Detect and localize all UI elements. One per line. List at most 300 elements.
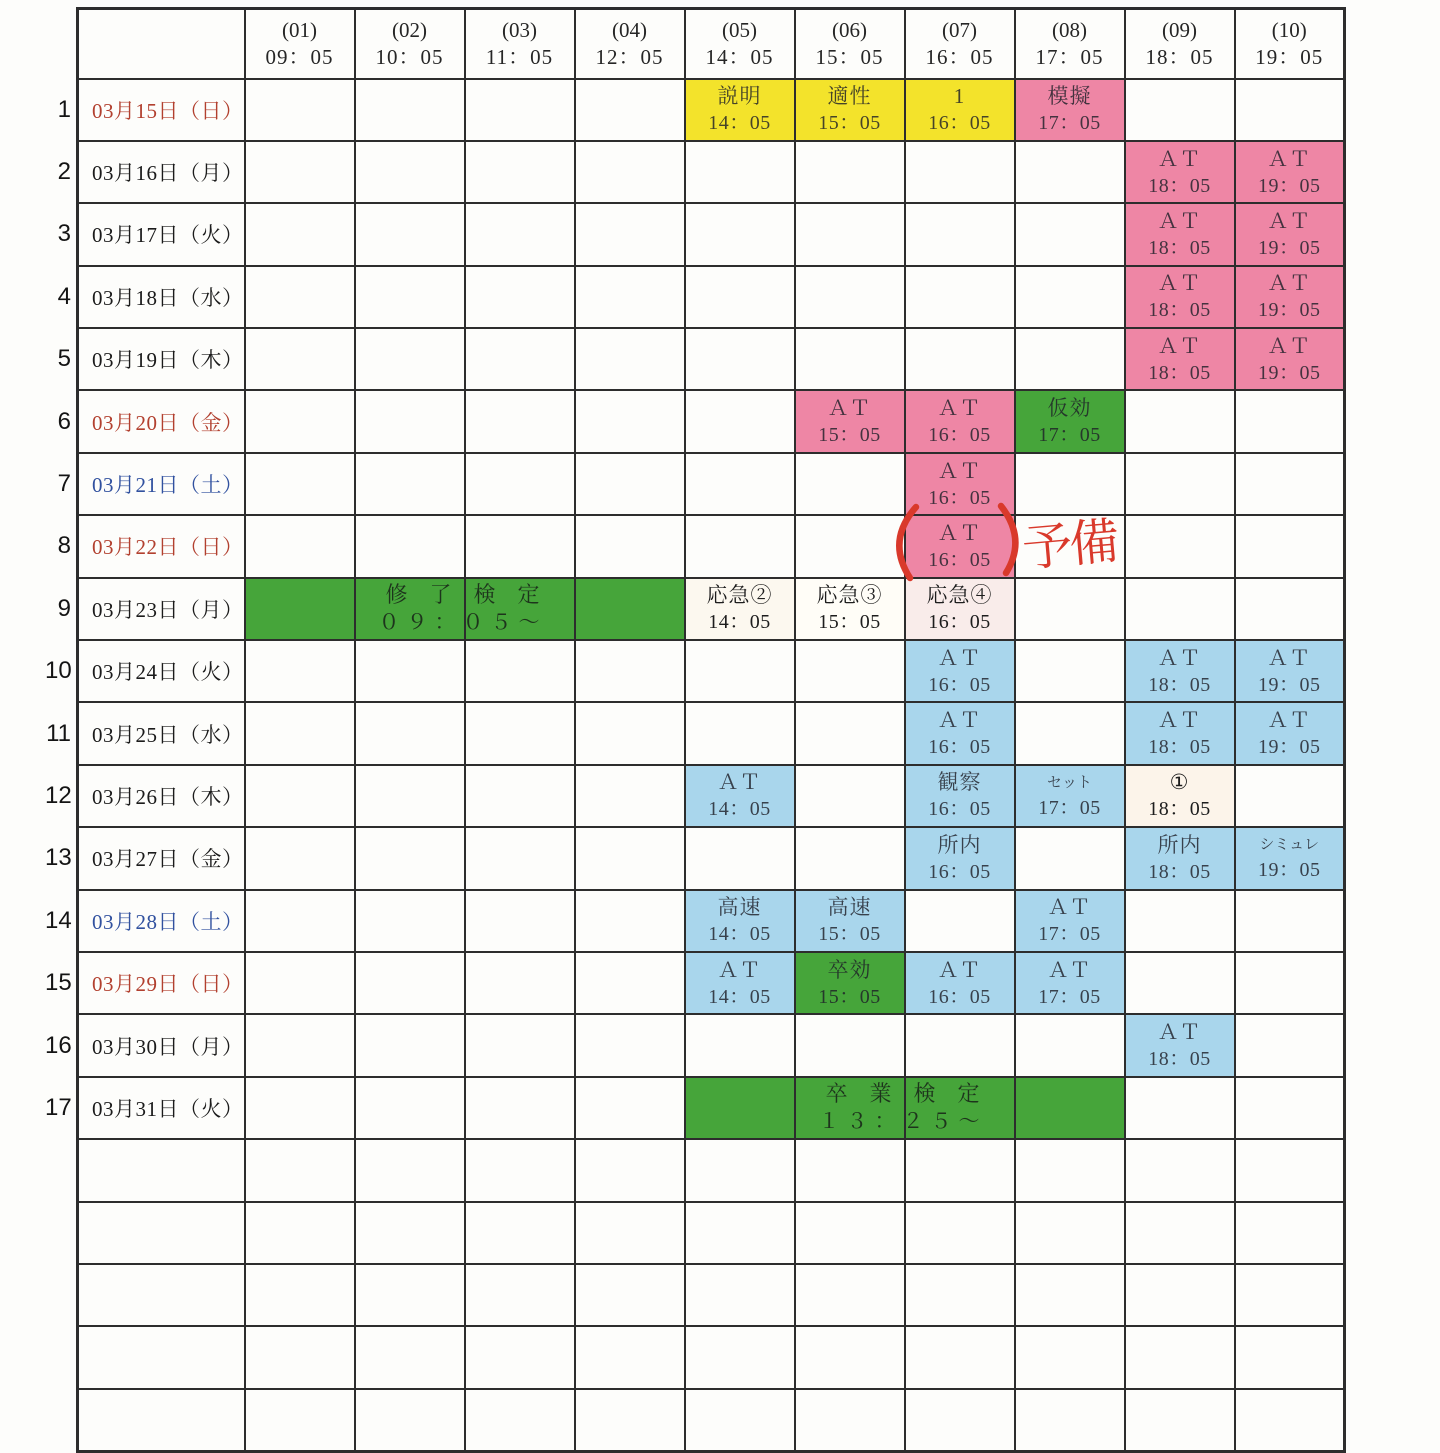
lesson-time: 18：05: [1148, 673, 1211, 696]
cell-r3-c2: [355, 203, 465, 265]
cell-r1-c3: [465, 79, 575, 141]
empty-cell: [905, 1326, 1015, 1388]
cell-r14-c6: [795, 890, 905, 952]
date-cell: [57, 578, 245, 640]
schedule-row: [78, 266, 1345, 328]
schedule-cell: [1016, 957, 1124, 1010]
column-header-box: [576, 17, 684, 71]
empty-cell: [575, 1139, 685, 1201]
schedule-cell: [796, 894, 904, 947]
cell-r12-c6: [795, 765, 905, 827]
lesson-time: 19：05: [1258, 299, 1321, 322]
cell-r16-c3: [465, 1014, 575, 1076]
schedule-cell: [906, 645, 1014, 698]
cell-r3-c3: [465, 203, 575, 265]
cell-r3-c5: [685, 203, 795, 265]
schedule-cell: [1126, 270, 1234, 323]
schedule-cell: [906, 83, 1014, 136]
date-label: 03月31日（火）: [92, 1096, 244, 1121]
lesson-label: ＡＴ: [1267, 708, 1312, 733]
schedule-row: [78, 952, 1345, 1014]
cell-r7-c1: [245, 453, 355, 515]
schedule-cell: [1236, 146, 1344, 199]
column-number: (01): [282, 17, 317, 42]
cell-r10-c1: [245, 640, 355, 702]
date-label: 03月30日（月）: [92, 1034, 244, 1059]
schedule-cell: [1236, 270, 1344, 323]
date-label: 03月19日（木）: [92, 348, 244, 373]
cell-r10-c6: [795, 640, 905, 702]
cell-r6-c1: [245, 390, 355, 452]
cell-r12-c5: [685, 765, 795, 827]
empty-cell: [685, 1264, 795, 1326]
cell-r3-c10: [1235, 203, 1345, 265]
exam-band-title: 修 了 検 定: [385, 582, 540, 608]
exam-band-time: １３：２５～: [818, 1109, 987, 1134]
lesson-time: 19：05: [1258, 361, 1321, 384]
cell-r8-c7: [905, 515, 1015, 577]
lesson-label: 適性: [827, 84, 872, 109]
date-cell: [45, 890, 245, 952]
row-number: 11: [46, 719, 71, 747]
cell-r5-c8: [1015, 328, 1125, 390]
schedule-cell: [686, 894, 794, 947]
lesson-label: シミュレ: [1259, 837, 1320, 854]
cell-r9-c8: [1015, 578, 1125, 640]
cell-r1-c6: [795, 79, 905, 141]
lesson-time: 18：05: [1148, 361, 1211, 384]
cell-r2-c7: [905, 141, 1015, 203]
row-number: 12: [45, 781, 72, 809]
cell-r12-c10: [1235, 765, 1345, 827]
cell-r14-c2: [355, 890, 465, 952]
schedule-cell: [1236, 707, 1344, 760]
column-number: (09): [1162, 17, 1197, 42]
schedule-cell: [796, 957, 904, 1010]
column-header-1: [245, 9, 355, 79]
cell-r11-c2: [355, 702, 465, 764]
date-cell-empty: [78, 1139, 245, 1201]
cell-r2-c4: [575, 141, 685, 203]
empty-cell: [355, 1139, 465, 1201]
empty-cell: [685, 1139, 795, 1201]
empty-cell: [905, 1264, 1015, 1326]
column-number: (02): [392, 17, 427, 42]
column-start-time: 09：05: [265, 44, 334, 69]
empty-cell: [575, 1264, 685, 1326]
date-cell-empty: [78, 1202, 245, 1264]
cell-r4-c5: [685, 266, 795, 328]
date-cell: [45, 1014, 245, 1076]
cell-r16-c6: [795, 1014, 905, 1076]
empty-cell: [1015, 1139, 1125, 1201]
schedule-cell: [906, 582, 1014, 635]
cell-r6-c9: [1125, 390, 1235, 452]
date-label: 03月18日（水）: [92, 285, 244, 310]
lesson-label: ＡＴ: [717, 770, 762, 795]
schedule-cell: [1016, 894, 1124, 947]
empty-cell: [1015, 1202, 1125, 1264]
schedule-row: [78, 765, 1345, 827]
date-cell: [45, 765, 245, 827]
empty-cell: [1235, 1326, 1345, 1388]
lesson-time: 17：05: [1038, 112, 1101, 135]
column-header-4: [575, 9, 685, 79]
schedule-row: [78, 453, 1345, 515]
cell-r6-c5: [685, 390, 795, 452]
cell-r9-c7: [905, 578, 1015, 640]
date-cell: [57, 266, 245, 328]
cell-r13-c4: [575, 827, 685, 889]
schedule-sheet: [45, 7, 1346, 1453]
empty-cell: [575, 1389, 685, 1451]
cell-r17-c10: [1235, 1077, 1345, 1139]
lesson-time: 18：05: [1148, 236, 1211, 259]
schedule-cell: [1126, 333, 1234, 386]
date-cell-empty: [78, 1326, 245, 1388]
cell-r4-c10: [1235, 266, 1345, 328]
cell-r8-c1: [245, 515, 355, 577]
cell-r8-c4: [575, 515, 685, 577]
schedule-cell: [1126, 208, 1234, 261]
cell-r4-c8: [1015, 266, 1125, 328]
column-header-box: [1236, 17, 1344, 71]
cell-r17-c4: [575, 1077, 685, 1139]
lesson-time: 16：05: [928, 486, 991, 509]
cell-r16-c7: [905, 1014, 1015, 1076]
cell-r4-c4: [575, 266, 685, 328]
column-header-box: [246, 17, 354, 71]
column-start-time: 14：05: [705, 44, 774, 69]
cell-r3-c6: [795, 203, 905, 265]
lesson-label: 応急④: [926, 583, 993, 608]
schedule-row: [78, 578, 1345, 640]
cell-r10-c3: [465, 640, 575, 702]
cell-r7-c4: [575, 453, 685, 515]
cell-r7-c10: [1235, 453, 1345, 515]
schedule-row: [78, 390, 1345, 452]
cell-r15-c6: [795, 952, 905, 1014]
cell-r7-c3: [465, 453, 575, 515]
row-number: 4: [57, 282, 71, 310]
cell-r12-c2: [355, 765, 465, 827]
cell-r7-c2: [355, 453, 465, 515]
cell-r9-c5: [685, 578, 795, 640]
cell-r2-c2: [355, 141, 465, 203]
empty-row: [78, 1326, 1345, 1388]
schedule-cell: [1126, 645, 1234, 698]
cell-r4-c2: [355, 266, 465, 328]
date-cell: [45, 1077, 245, 1139]
empty-cell: [1235, 1202, 1345, 1264]
cell-r17-c2: [355, 1077, 465, 1139]
cell-r8-c5: [685, 515, 795, 577]
date-label: 03月27日（金）: [92, 847, 244, 872]
cell-r17-c3: [465, 1077, 575, 1139]
cell-r9-c4: [575, 578, 685, 640]
cell-r5-c2: [355, 328, 465, 390]
lesson-label: 観察: [937, 770, 982, 795]
cell-r12-c8: [1015, 765, 1125, 827]
column-header-6: [795, 9, 905, 79]
row-number: 13: [45, 844, 72, 872]
cell-r4-c9: [1125, 266, 1235, 328]
row-number: 8: [57, 532, 71, 560]
column-number: (05): [722, 17, 757, 42]
date-label: 03月17日（火）: [92, 223, 244, 248]
lesson-time: 19：05: [1258, 736, 1321, 759]
lesson-label: セット: [1046, 774, 1092, 791]
date-cell: [57, 79, 245, 141]
cell-r15-c4: [575, 952, 685, 1014]
lesson-label: ＡＴ: [1157, 271, 1202, 296]
cell-r10-c10: [1235, 640, 1345, 702]
lesson-label: ＡＴ: [1157, 645, 1202, 670]
column-start-time: 15：05: [815, 44, 884, 69]
schedule-cell: [906, 395, 1014, 448]
date-label: 03月24日（火）: [92, 660, 244, 685]
empty-row: [78, 1139, 1345, 1201]
schedule-cell: [1236, 333, 1344, 386]
empty-cell: [245, 1202, 355, 1264]
schedule-row: [78, 328, 1345, 390]
cell-r7-c7: [905, 453, 1015, 515]
lesson-time: 15：05: [818, 611, 881, 634]
cell-r14-c5: [685, 890, 795, 952]
lesson-label: ＡＴ: [937, 957, 982, 982]
cell-r2-c3: [465, 141, 575, 203]
cell-r12-c9: [1125, 765, 1235, 827]
cell-r9-c9: [1125, 578, 1235, 640]
cell-r1-c10: [1235, 79, 1345, 141]
date-label: 03月26日（木）: [92, 784, 244, 809]
lesson-label: ＡＴ: [1157, 333, 1202, 358]
schedule-cell: [1126, 832, 1234, 885]
table-body: [45, 79, 1345, 1452]
empty-cell: [465, 1326, 575, 1388]
row-number: 2: [57, 158, 71, 186]
lesson-time: 19：05: [1258, 236, 1321, 259]
empty-cell: [355, 1202, 465, 1264]
date-label: 03月28日（土）: [92, 909, 244, 934]
lesson-time: 18：05: [1148, 299, 1211, 322]
cell-r14-c10: [1235, 890, 1345, 952]
lesson-time: 15：05: [818, 923, 881, 946]
empty-cell: [1015, 1389, 1125, 1451]
cell-r15-c2: [355, 952, 465, 1014]
cell-r6-c6: [795, 390, 905, 452]
column-header-box: [906, 17, 1014, 71]
cell-r11-c9: [1125, 702, 1235, 764]
cell-r5-c7: [905, 328, 1015, 390]
date-cell: [57, 515, 245, 577]
cell-r15-c8: [1015, 952, 1125, 1014]
schedule-row: [78, 702, 1345, 764]
cell-r7-c5: [685, 453, 795, 515]
schedule-row: [78, 1077, 1345, 1139]
date-cell: [57, 390, 245, 452]
column-header-9: [1125, 9, 1235, 79]
cell-r17-c9: [1125, 1077, 1235, 1139]
empty-cell: [355, 1264, 465, 1326]
empty-cell: [685, 1389, 795, 1451]
column-header-3: [465, 9, 575, 79]
cell-r9-c1: [245, 578, 547, 640]
empty-cell: [1235, 1389, 1345, 1451]
cell-r2-c10: [1235, 141, 1345, 203]
schedule-table: [45, 7, 1346, 1453]
lesson-label: ＡＴ: [1267, 146, 1312, 171]
table-header: [78, 9, 1345, 79]
cell-r2-c8: [1015, 141, 1125, 203]
lesson-time: 18：05: [1148, 174, 1211, 197]
cell-r3-c9: [1125, 203, 1235, 265]
lesson-label: ＡＴ: [1047, 957, 1092, 982]
lesson-label: 所内: [1157, 832, 1202, 857]
lesson-label: 高速: [717, 895, 762, 920]
cell-r13-c9: [1125, 827, 1235, 889]
lesson-time: 14：05: [708, 112, 771, 135]
lesson-time: 14：05: [708, 611, 771, 634]
lesson-time: 15：05: [818, 985, 881, 1008]
empty-cell: [245, 1139, 355, 1201]
cell-r1-c9: [1125, 79, 1235, 141]
lesson-time: 17：05: [1038, 424, 1101, 447]
cell-r11-c6: [795, 702, 905, 764]
cell-r10-c4: [575, 640, 685, 702]
cell-r5-c6: [795, 328, 905, 390]
column-start-time: 11：05: [485, 44, 554, 69]
lesson-time: 16：05: [928, 424, 991, 447]
lesson-label: ＡＴ: [937, 708, 982, 733]
column-number: (10): [1271, 17, 1307, 42]
schedule-cell: [906, 957, 1014, 1010]
cell-r14-c3: [465, 890, 575, 952]
column-header-10: [1235, 9, 1345, 79]
cell-r11-c3: [465, 702, 575, 764]
cell-r14-c1: [245, 890, 355, 952]
row-number: 16: [45, 1031, 72, 1059]
lesson-label: ＡＴ: [1047, 895, 1092, 920]
schedule-row: [78, 890, 1345, 952]
empty-cell: [465, 1139, 575, 1201]
empty-cell: [795, 1389, 905, 1451]
cell-r4-c7: [905, 266, 1015, 328]
exam-band-time: ０９：０５～: [378, 610, 547, 635]
lesson-time: 16：05: [928, 736, 991, 759]
lesson-label: 模擬: [1047, 84, 1092, 109]
cell-r6-c2: [355, 390, 465, 452]
empty-row: [78, 1264, 1345, 1326]
column-number: (08): [1052, 17, 1087, 42]
schedule-cell: [1126, 1019, 1234, 1072]
date-cell: [57, 453, 245, 515]
empty-cell: [795, 1264, 905, 1326]
schedule-cell: [906, 520, 1014, 573]
lesson-time: 16：05: [928, 860, 991, 883]
cell-r10-c9: [1125, 640, 1235, 702]
cell-r5-c4: [575, 328, 685, 390]
cell-r6-c10: [1235, 390, 1345, 452]
cell-r13-c10: [1235, 827, 1345, 889]
lesson-time: 19：05: [1258, 673, 1321, 696]
lesson-label: 応急②: [706, 583, 773, 608]
lesson-label: ＡＴ: [1157, 1020, 1202, 1045]
schedule-cell: [906, 458, 1014, 511]
empty-cell: [1015, 1326, 1125, 1388]
column-header-box: [796, 17, 904, 71]
empty-cell: [1235, 1264, 1345, 1326]
schedule-cell: [1236, 208, 1344, 261]
schedule-row: [78, 1014, 1345, 1076]
column-header-2: [355, 9, 465, 79]
column-start-time: 18：05: [1145, 44, 1214, 69]
cell-r15-c3: [465, 952, 575, 1014]
cell-r8-c3: [465, 515, 575, 577]
lesson-time: 16：05: [928, 548, 991, 571]
empty-row: [78, 1389, 1345, 1451]
lesson-label: 説明: [717, 84, 762, 109]
schedule-cell: [686, 582, 794, 635]
handwritten-yobi-text: 予備: [1020, 512, 1119, 577]
cell-r11-c8: [1015, 702, 1125, 764]
cell-r6-c8: [1015, 390, 1125, 452]
lesson-label: ＡＴ: [827, 396, 872, 421]
schedule-row: [78, 515, 1345, 577]
row-number: 3: [57, 220, 71, 248]
empty-cell: [1015, 1264, 1125, 1326]
empty-cell: [465, 1389, 575, 1451]
cell-r3-c8: [1015, 203, 1125, 265]
cell-r9-c10: [1235, 578, 1345, 640]
lesson-label: 仮効: [1047, 396, 1092, 421]
cell-r17-c6: [795, 1077, 905, 1139]
column-header-box: [466, 17, 574, 71]
schedule-cell: [906, 832, 1014, 885]
lesson-label: ＡＴ: [717, 957, 762, 982]
cell-r1-c1: [245, 79, 355, 141]
empty-cell: [685, 1202, 795, 1264]
empty-cell: [465, 1202, 575, 1264]
cell-r3-c4: [575, 203, 685, 265]
cell-r2-c1: [245, 141, 355, 203]
lesson-label: ＡＴ: [937, 396, 982, 421]
empty-cell: [355, 1326, 465, 1388]
cell-r3-c7: [905, 203, 1015, 265]
cell-r8-c9: [1125, 515, 1235, 577]
schedule-cell: [686, 83, 794, 136]
cell-r13-c3: [465, 827, 575, 889]
lesson-time: 17：05: [1038, 796, 1101, 819]
cell-r15-c7: [905, 952, 1015, 1014]
cell-r13-c2: [355, 827, 465, 889]
schedule-cell: [906, 707, 1014, 760]
cell-r9-c3: [465, 578, 575, 640]
date-label: 03月15日（日）: [92, 98, 244, 123]
cell-r17-c5: [685, 1077, 987, 1139]
schedule-row: [78, 827, 1345, 889]
cell-r7-c8: [1015, 453, 1125, 515]
cell-r10-c2: [355, 640, 465, 702]
column-header-box: [356, 17, 464, 71]
date-cell: [45, 952, 245, 1014]
cell-r14-c8: [1015, 890, 1125, 952]
lesson-time: 16：05: [928, 985, 991, 1008]
lesson-time: 17：05: [1038, 985, 1101, 1008]
header-row: [78, 9, 1345, 79]
empty-cell: [795, 1326, 905, 1388]
lesson-time: 19：05: [1258, 174, 1321, 197]
